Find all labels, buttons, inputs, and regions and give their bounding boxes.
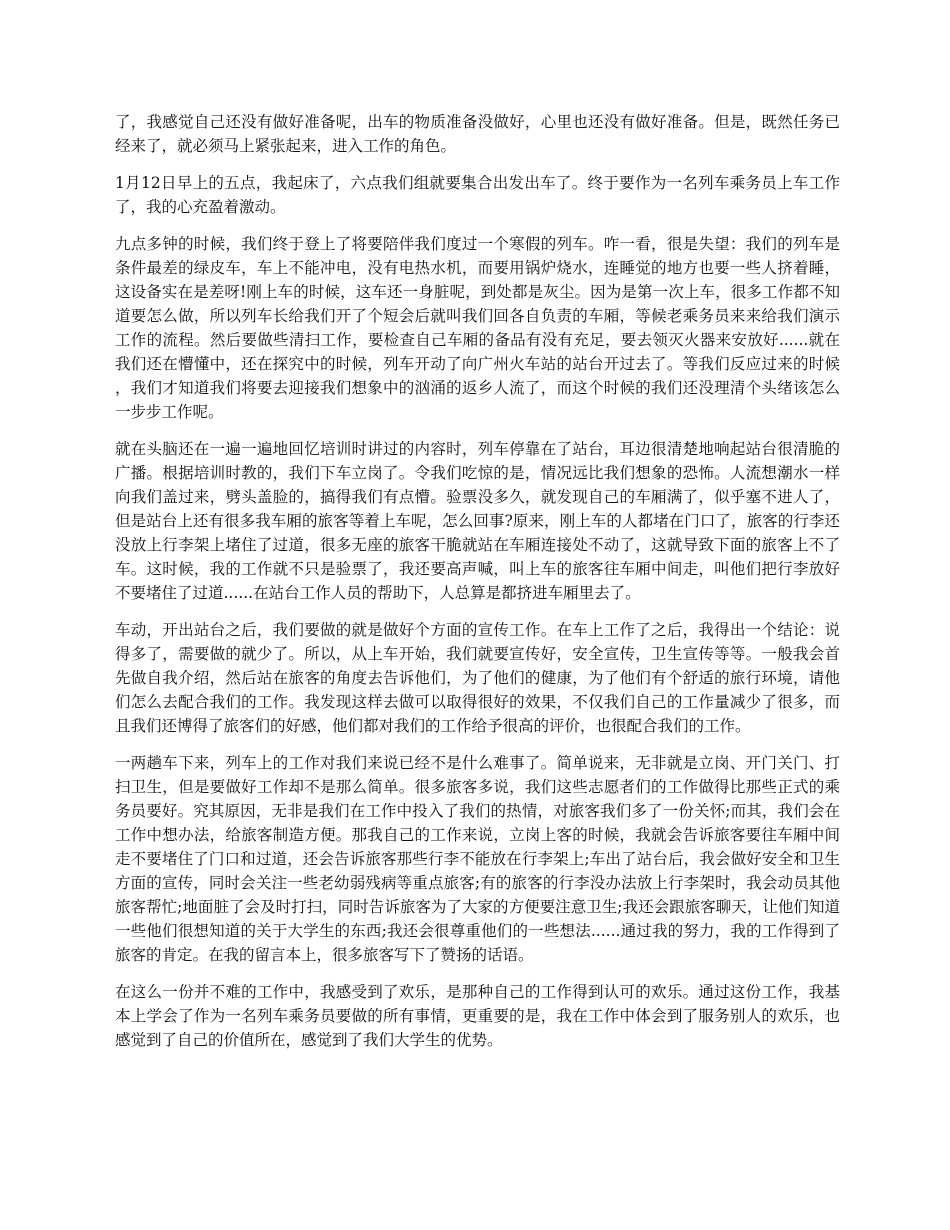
paragraph-2: 1月12日早上的五点，我起床了，六点我们组就要集合出发出车了。终于要作为一名列车乘务员上车工作了，我的心充盈着激动。: [115, 174, 840, 216]
paragraph-6: 一两趟车下来，列车上的工作对我们来说已经不是什么难事了。简单说来，无非就是立岗、开门关门、打扫卫生，但是要做好工作却不是那么简单。很多旅客多说，我们这些志愿者们的工作做得比那些正式的乘务员要好。究其原因，无非是我们在工作中投入了我们的热情，对旅客我们多了一份关怀;而其，我们会在工作中想办法，给旅客制造方便。那我自己的工作来说，立岗上客的时候，我就会告诉旅客要往车厢中间走不要堵住了门口和过道，还会告诉旅客那些行李不能放在行李架上;车出了站台后，我会做好安全和卫生方面的宣传，同时会关注一些老幼弱残病等重点旅客;有的旅客的行李没办法放上行李架时，我会动员其他旅客帮忙;地面脏了会及时打扫，同时告诉旅客为了大家的方便要注意卫生;我还会跟旅客聊天，让他们知道一些他们很想知道的关于大学生的东西;我还会很尊重他们的一些想法......通过我的努力，我的工作得到了旅客的肯定。在我的留言本上，很多旅客写下了赞扬的话语。: [115, 754, 840, 964]
paragraph-7: 在这么一份并不难的工作中，我感受到了欢乐，是那种自己的工作得到认可的欢乐。通过这份工作，我基本上学会了作为一名列车乘务员要做的所有事情，更重要的是，我在工作中体会到了服务别人的欢乐，也感觉到了自己的价值所在，感觉到了我们大学生的优势。: [115, 983, 840, 1049]
paragraph-5: 车动，开出站台之后，我们要做的就是做好个方面的宣传工作。在车上工作了之后，我得出一个结论：说得多了，需要做的就少了。所以，从上车开始，我们就要宣传好，安全宣传，卫生宣传等等。一般我会首先做自我介绍，然后站在旅客的角度去告诉他们，为了他们的健康，为了他们有个舒适的旅行环境，请他们怎么去配合我们的工作。我发现这样去做可以取得很好的效果，不仅我们自己的工作量减少了很多，而且我们还博得了旅客们的好感，他们都对我们的工作给予很高的评价，也很配合我们的工作。: [115, 621, 840, 735]
paragraph-1: 了，我感觉自己还没有做好准备呢，出车的物质准备没做好，心里也还没有做好准备。但是，既然任务已经来了，就必须马上紧张起来，进入工作的角色。: [115, 113, 840, 155]
paragraph-4: 就在头脑还在一遍一遍地回忆培训时讲过的内容时，列车停靠在了站台，耳边很清楚地响起站台很清脆的广播。根据培训时教的，我们下车立岗了。令我们吃惊的是，情况远比我们想象的恐怖。人流想潮水一样向我们盖过来，劈头盖脸的，搞得我们有点懵。验票没多久，就发现自己的车厢满了，似乎塞不进人了，但是站台上还有很多我车厢的旅客等着上车呢，怎么回事?原来，刚上车的人都堵在门口了，旅客的行李还没放上行李架上堵住了过道，很多无座的旅客干脆就站在车厢连接处不动了，这就导致下面的旅客上不了车。这时候，我的工作就不只是验票了，我还要高声喊，叫上车的旅客往车厢中间走，叫他们把行李放好不要堵住了过道......在站台工作人员的帮助下，人总算是都挤进车厢里去了。: [115, 440, 840, 602]
document-body: [115, 110, 840, 1065]
paragraph-3: 九点多钟的时候，我们终于登上了将要陪伴我们度过一个寒假的列车。咋一看，很是失望：我们的列车是条件最差的绿皮车，车上不能冲电，没有电热水机，而要用锅炉烧水，连睡觉的地方也要一些人挤着睡，这设备实在是差呀!刚上车的时候，这车还一身脏呢，到处都是灰尘。因为是第一次上车，很多工作都不知道要怎么做，所以列车长给我们开了个短会后就叫我们回各自负责的车厢，等候老乘务员来来给我们演示工作的流程。然后要做些清扫工作，要检查自己车厢的备品有没有充足，要去领灭火器来安放好......就在我们还在懵懂中，还在探究中的时候，列车开动了向广州火车站的站台开过去了。等我们反应过来的时候，我们才知道我们将要去迎接我们想象中的汹涌的返乡人流了，而这个时候的我们还没理清个头绪该怎么一步步工作呢。: [115, 235, 840, 421]
